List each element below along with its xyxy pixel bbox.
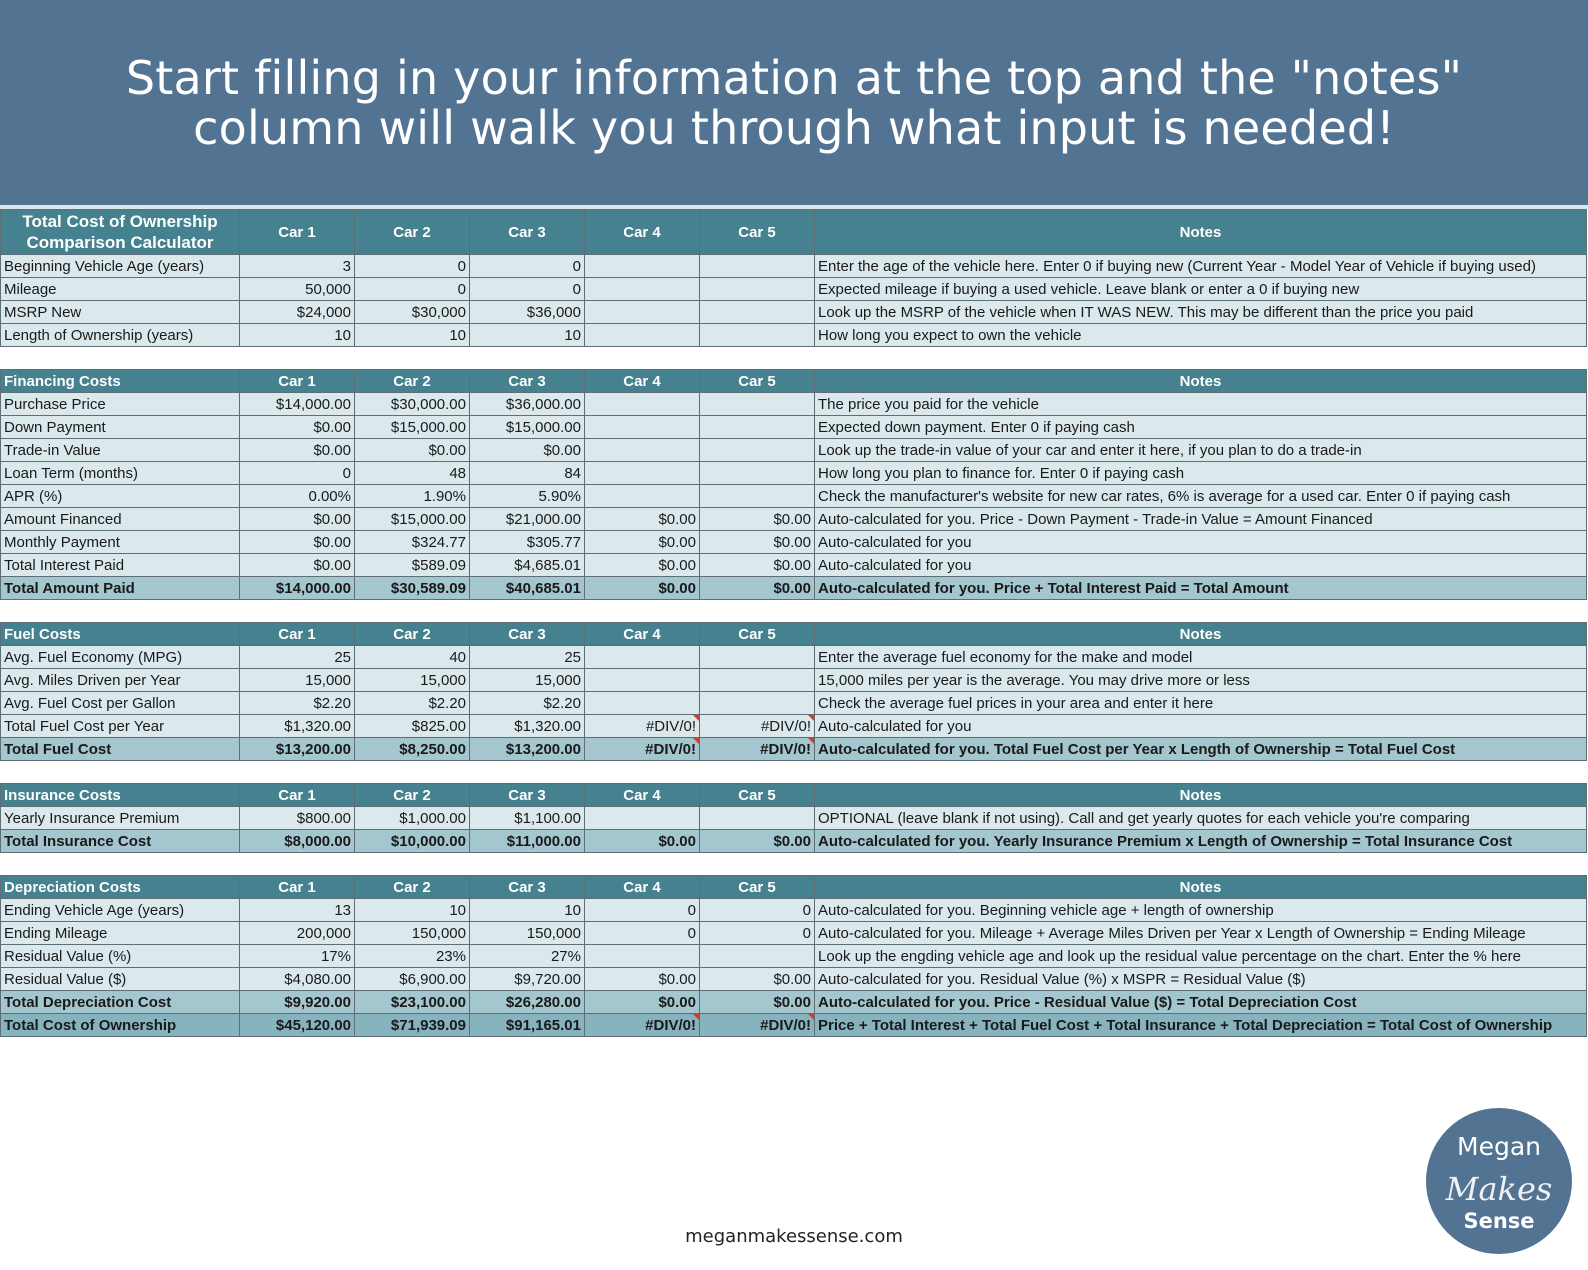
- column-header-car-2: Car 2: [355, 784, 470, 807]
- row-label: Total Interest Paid: [1, 554, 240, 577]
- note-cell: Auto-calculated for you. Price + Total Interest Paid = Total Amount: [815, 577, 1587, 600]
- table-row: [1, 324, 1587, 347]
- value-cell-car-2[interactable]: 10: [355, 899, 470, 922]
- value-cell-car-2[interactable]: $30,000.00: [355, 393, 470, 416]
- column-header-car-5: Car 5: [700, 623, 815, 646]
- value-cell-car-5[interactable]: #DIV/0!: [700, 715, 815, 738]
- value-cell-car-3[interactable]: $40,685.01: [470, 577, 585, 600]
- column-header-car-3: Car 3: [470, 210, 585, 255]
- value-cell-car-5[interactable]: [700, 807, 815, 830]
- value-cell-car-4[interactable]: $0.00: [585, 830, 700, 853]
- value-cell-car-1[interactable]: 200,000: [240, 922, 355, 945]
- note-cell: Auto-calculated for you. Price - Down Payment - Trade-in Value = Amount Financed: [815, 508, 1587, 531]
- value-cell-car-3[interactable]: $1,320.00: [470, 715, 585, 738]
- column-header-car-5: Car 5: [700, 370, 815, 393]
- banner-line-1: Start filling in your information at the top and the "notes": [125, 50, 1463, 105]
- value-cell-car-2[interactable]: $15,000.00: [355, 508, 470, 531]
- row-label: Total Cost of Ownership: [1, 1014, 240, 1037]
- footer-url[interactable]: meganmakessense.com: [685, 1226, 903, 1247]
- value-cell-car-4[interactable]: [585, 416, 700, 439]
- row-label: Total Amount Paid: [1, 577, 240, 600]
- note-cell: Auto-calculated for you: [815, 554, 1587, 577]
- value-cell-car-4[interactable]: [585, 324, 700, 347]
- value-cell-car-1[interactable]: 10: [240, 324, 355, 347]
- column-header-car-1: Car 1: [240, 210, 355, 255]
- column-header-car-2: Car 2: [355, 623, 470, 646]
- value-cell-car-5[interactable]: [700, 646, 815, 669]
- value-cell-car-4[interactable]: [585, 669, 700, 692]
- value-cell-car-2[interactable]: $1,000.00: [355, 807, 470, 830]
- value-cell-car-2[interactable]: $2.20: [355, 692, 470, 715]
- value-cell-car-1[interactable]: $0.00: [240, 554, 355, 577]
- value-cell-car-5[interactable]: [700, 393, 815, 416]
- column-header-car-2: Car 2: [355, 370, 470, 393]
- brand-logo: [1426, 1108, 1572, 1254]
- column-header-car-1: Car 1: [240, 370, 355, 393]
- note-cell: How long you expect to own the vehicle: [815, 324, 1587, 347]
- value-cell-car-1[interactable]: 0.00%: [240, 485, 355, 508]
- section-spacer: [0, 347, 1588, 369]
- value-cell-car-3[interactable]: 15,000: [470, 669, 585, 692]
- section-spacer: [0, 761, 1588, 783]
- value-cell-car-3[interactable]: $26,280.00: [470, 991, 585, 1014]
- table-row: [1, 669, 1587, 692]
- value-cell-car-4[interactable]: #DIV/0!: [585, 738, 700, 761]
- value-cell-car-5[interactable]: [700, 301, 815, 324]
- column-header-car-2: Car 2: [355, 876, 470, 899]
- note-cell: Auto-calculated for you. Yearly Insurance Premium x Length of Ownership = Total Insurance Cost: [815, 830, 1587, 853]
- value-cell-car-4[interactable]: $0.00: [585, 554, 700, 577]
- row-label: Residual Value (%): [1, 945, 240, 968]
- value-cell-car-1[interactable]: $13,200.00: [240, 738, 355, 761]
- row-label: Total Insurance Cost: [1, 830, 240, 853]
- value-cell-car-3[interactable]: $2.20: [470, 692, 585, 715]
- value-cell-car-1[interactable]: 15,000: [240, 669, 355, 692]
- value-cell-car-5[interactable]: $0.00: [700, 554, 815, 577]
- value-cell-car-3[interactable]: $11,000.00: [470, 830, 585, 853]
- note-cell: 15,000 miles per year is the average. You may drive more or less: [815, 669, 1587, 692]
- column-header-car-1: Car 1: [240, 876, 355, 899]
- value-cell-car-4[interactable]: $0.00: [585, 508, 700, 531]
- table-row: [1, 554, 1587, 577]
- note-cell: Auto-calculated for you. Price - Residual Value ($) = Total Depreciation Cost: [815, 991, 1587, 1014]
- row-label: Yearly Insurance Premium: [1, 807, 240, 830]
- value-cell-car-5[interactable]: #DIV/0!: [700, 1014, 815, 1037]
- row-label: Avg. Fuel Cost per Gallon: [1, 692, 240, 715]
- table-row: [1, 991, 1587, 1014]
- value-cell-car-2[interactable]: 1.90%: [355, 485, 470, 508]
- value-cell-car-4[interactable]: $0.00: [585, 968, 700, 991]
- section-title: Total Cost of Ownership Comparison Calculator: [1, 210, 240, 255]
- column-header-car-4: Car 4: [585, 210, 700, 255]
- value-cell-car-1[interactable]: 13: [240, 899, 355, 922]
- value-cell-car-5[interactable]: $0.00: [700, 577, 815, 600]
- table-row: [1, 508, 1587, 531]
- section-table: [0, 783, 1587, 853]
- column-header-car-3: Car 3: [470, 370, 585, 393]
- column-header-car-4: Car 4: [585, 623, 700, 646]
- banner-line-2: column will walk you through what input is needed!: [193, 100, 1395, 155]
- table-row: [1, 715, 1587, 738]
- value-cell-car-4[interactable]: [585, 692, 700, 715]
- value-cell-car-2[interactable]: $15,000.00: [355, 416, 470, 439]
- section-table: [0, 209, 1587, 347]
- value-cell-car-1[interactable]: $14,000.00: [240, 393, 355, 416]
- value-cell-car-3[interactable]: 84: [470, 462, 585, 485]
- note-cell: Look up the MSRP of the vehicle when IT WAS NEW. This may be different than the price you paid: [815, 301, 1587, 324]
- value-cell-car-4[interactable]: [585, 807, 700, 830]
- value-cell-car-5[interactable]: $0.00: [700, 531, 815, 554]
- value-cell-car-1[interactable]: $4,080.00: [240, 968, 355, 991]
- value-cell-car-2[interactable]: $8,250.00: [355, 738, 470, 761]
- column-header-car-4: Car 4: [585, 876, 700, 899]
- row-label: Total Fuel Cost: [1, 738, 240, 761]
- value-cell-car-2[interactable]: 48: [355, 462, 470, 485]
- column-header-car-4: Car 4: [585, 784, 700, 807]
- value-cell-car-5[interactable]: [700, 255, 815, 278]
- note-cell: Auto-calculated for you: [815, 531, 1587, 554]
- value-cell-car-3[interactable]: $91,165.01: [470, 1014, 585, 1037]
- table-row: [1, 462, 1587, 485]
- value-cell-car-5[interactable]: [700, 439, 815, 462]
- row-label: Length of Ownership (years): [1, 324, 240, 347]
- value-cell-car-2[interactable]: 40: [355, 646, 470, 669]
- value-cell-car-5[interactable]: [700, 945, 815, 968]
- value-cell-car-1[interactable]: $0.00: [240, 416, 355, 439]
- row-label: Avg. Fuel Economy (MPG): [1, 646, 240, 669]
- note-cell: Expected down payment. Enter 0 if paying cash: [815, 416, 1587, 439]
- value-cell-car-3[interactable]: 27%: [470, 945, 585, 968]
- value-cell-car-5[interactable]: 0: [700, 899, 815, 922]
- value-cell-car-1[interactable]: $800.00: [240, 807, 355, 830]
- value-cell-car-5[interactable]: [700, 462, 815, 485]
- section-title: Fuel Costs: [1, 623, 240, 646]
- value-cell-car-1[interactable]: 50,000: [240, 278, 355, 301]
- note-cell: Auto-calculated for you: [815, 715, 1587, 738]
- value-cell-car-4[interactable]: [585, 485, 700, 508]
- note-cell: Check the average fuel prices in your area and enter it here: [815, 692, 1587, 715]
- value-cell-car-5[interactable]: [700, 692, 815, 715]
- value-cell-car-5[interactable]: [700, 669, 815, 692]
- note-cell: Look up the trade-in value of your car and enter it here, if you plan to do a trade-in: [815, 439, 1587, 462]
- row-label: Loan Term (months): [1, 462, 240, 485]
- value-cell-car-2[interactable]: $30,000: [355, 301, 470, 324]
- value-cell-car-4[interactable]: $0.00: [585, 577, 700, 600]
- table-row: [1, 738, 1587, 761]
- value-cell-car-2[interactable]: 10: [355, 324, 470, 347]
- value-cell-car-4[interactable]: #DIV/0!: [585, 1014, 700, 1037]
- note-cell: Auto-calculated for you. Total Fuel Cost per Year x Length of Ownership = Total Fuel Cost: [815, 738, 1587, 761]
- column-header-notes: Notes: [815, 623, 1587, 646]
- value-cell-car-5[interactable]: $0.00: [700, 508, 815, 531]
- value-cell-car-5[interactable]: 0: [700, 922, 815, 945]
- value-cell-car-5[interactable]: $0.00: [700, 991, 815, 1014]
- column-header-car-5: Car 5: [700, 876, 815, 899]
- value-cell-car-4[interactable]: $0.00: [585, 991, 700, 1014]
- table-row: [1, 830, 1587, 853]
- note-cell: The price you paid for the vehicle: [815, 393, 1587, 416]
- table-row: [1, 301, 1587, 324]
- value-cell-car-3[interactable]: $15,000.00: [470, 416, 585, 439]
- row-label: Ending Vehicle Age (years): [1, 899, 240, 922]
- value-cell-car-1[interactable]: $8,000.00: [240, 830, 355, 853]
- row-label: Down Payment: [1, 416, 240, 439]
- table-row: [1, 531, 1587, 554]
- row-label: Ending Mileage: [1, 922, 240, 945]
- value-cell-car-3[interactable]: 10: [470, 899, 585, 922]
- value-cell-car-4[interactable]: [585, 646, 700, 669]
- value-cell-car-4[interactable]: [585, 278, 700, 301]
- table-row: [1, 439, 1587, 462]
- section-table: [0, 369, 1587, 600]
- value-cell-car-2[interactable]: 0: [355, 255, 470, 278]
- value-cell-car-5[interactable]: $0.00: [700, 968, 815, 991]
- table-row: [1, 646, 1587, 669]
- row-label: Avg. Miles Driven per Year: [1, 669, 240, 692]
- value-cell-car-3[interactable]: $0.00: [470, 439, 585, 462]
- section-title: Financing Costs: [1, 370, 240, 393]
- logo-word-3: Sense: [1463, 1209, 1535, 1233]
- row-label: Amount Financed: [1, 508, 240, 531]
- value-cell-car-1[interactable]: $14,000.00: [240, 577, 355, 600]
- value-cell-car-3[interactable]: $36,000: [470, 301, 585, 324]
- value-cell-car-3[interactable]: $21,000.00: [470, 508, 585, 531]
- row-label: MSRP New: [1, 301, 240, 324]
- value-cell-car-2[interactable]: 23%: [355, 945, 470, 968]
- value-cell-car-1[interactable]: $0.00: [240, 508, 355, 531]
- value-cell-car-2[interactable]: 0: [355, 278, 470, 301]
- row-label: Residual Value ($): [1, 968, 240, 991]
- row-label: Monthly Payment: [1, 531, 240, 554]
- value-cell-car-3[interactable]: $13,200.00: [470, 738, 585, 761]
- value-cell-car-4[interactable]: [585, 439, 700, 462]
- table-row: [1, 577, 1587, 600]
- value-cell-car-3[interactable]: $9,720.00: [470, 968, 585, 991]
- note-cell: Look up the engding vehicle age and look up the residual value percentage on the chart. Enter the % here: [815, 945, 1587, 968]
- value-cell-car-2[interactable]: $71,939.09: [355, 1014, 470, 1037]
- column-header-notes: Notes: [815, 876, 1587, 899]
- value-cell-car-1[interactable]: $45,120.00: [240, 1014, 355, 1037]
- table-row: [1, 945, 1587, 968]
- value-cell-car-4[interactable]: $0.00: [585, 531, 700, 554]
- column-header-car-5: Car 5: [700, 784, 815, 807]
- value-cell-car-1[interactable]: $24,000: [240, 301, 355, 324]
- note-cell: How long you plan to finance for. Enter 0 if paying cash: [815, 462, 1587, 485]
- value-cell-car-1[interactable]: $0.00: [240, 439, 355, 462]
- table-row: [1, 278, 1587, 301]
- value-cell-car-3[interactable]: $4,685.01: [470, 554, 585, 577]
- table-row: [1, 899, 1587, 922]
- spreadsheet: [0, 209, 1588, 1037]
- value-cell-car-3[interactable]: $36,000.00: [470, 393, 585, 416]
- value-cell-car-3[interactable]: 10: [470, 324, 585, 347]
- logo-word-1: Megan: [1457, 1132, 1541, 1161]
- value-cell-car-3[interactable]: $305.77: [470, 531, 585, 554]
- table-row: [1, 416, 1587, 439]
- value-cell-car-5[interactable]: [700, 485, 815, 508]
- value-cell-car-3[interactable]: 0: [470, 255, 585, 278]
- value-cell-car-2[interactable]: $6,900.00: [355, 968, 470, 991]
- section-title: Insurance Costs: [1, 784, 240, 807]
- value-cell-car-2[interactable]: $589.09: [355, 554, 470, 577]
- column-header-car-2: Car 2: [355, 210, 470, 255]
- table-row: [1, 255, 1587, 278]
- value-cell-car-5[interactable]: $0.00: [700, 830, 815, 853]
- value-cell-car-2[interactable]: $30,589.09: [355, 577, 470, 600]
- value-cell-car-1[interactable]: 25: [240, 646, 355, 669]
- row-label: Purchase Price: [1, 393, 240, 416]
- value-cell-car-3[interactable]: 25: [470, 646, 585, 669]
- column-header-car-5: Car 5: [700, 210, 815, 255]
- section-table: [0, 622, 1587, 761]
- note-cell: Price + Total Interest + Total Fuel Cost + Total Insurance + Total Depreciation = Total Cost of Ownership: [815, 1014, 1587, 1037]
- value-cell-car-3[interactable]: 150,000: [470, 922, 585, 945]
- column-header-notes: Notes: [815, 210, 1587, 255]
- section-header-row: [1, 876, 1587, 899]
- section-title: Depreciation Costs: [1, 876, 240, 899]
- section-header-row: [1, 210, 1587, 255]
- column-header-car-4: Car 4: [585, 370, 700, 393]
- value-cell-car-5[interactable]: [700, 416, 815, 439]
- column-header-car-3: Car 3: [470, 623, 585, 646]
- note-cell: Check the manufacturer's website for new car rates, 6% is average for a used car. Enter 0 if paying cash: [815, 485, 1587, 508]
- column-header-car-1: Car 1: [240, 623, 355, 646]
- value-cell-car-2[interactable]: $324.77: [355, 531, 470, 554]
- note-cell: Auto-calculated for you. Beginning vehicle age + length of ownership: [815, 899, 1587, 922]
- note-cell: Expected mileage if buying a used vehicle. Leave blank or enter a 0 if buying new: [815, 278, 1587, 301]
- value-cell-car-2[interactable]: $825.00: [355, 715, 470, 738]
- table-row: [1, 968, 1587, 991]
- section-header-row: [1, 623, 1587, 646]
- column-header-notes: Notes: [815, 370, 1587, 393]
- note-cell: Auto-calculated for you. Mileage + Average Miles Driven per Year x Length of Ownership = Ending Mileage: [815, 922, 1587, 945]
- table-row: [1, 807, 1587, 830]
- note-cell: OPTIONAL (leave blank if not using). Call and get yearly quotes for each vehicle you're comparing: [815, 807, 1587, 830]
- value-cell-car-4[interactable]: [585, 301, 700, 324]
- row-label: Trade-in Value: [1, 439, 240, 462]
- value-cell-car-2[interactable]: $10,000.00: [355, 830, 470, 853]
- value-cell-car-2[interactable]: 15,000: [355, 669, 470, 692]
- value-cell-car-3[interactable]: 5.90%: [470, 485, 585, 508]
- column-header-car-3: Car 3: [470, 784, 585, 807]
- value-cell-car-4[interactable]: [585, 945, 700, 968]
- value-cell-car-1[interactable]: $9,920.00: [240, 991, 355, 1014]
- section-table: [0, 875, 1587, 1037]
- value-cell-car-1[interactable]: 0: [240, 462, 355, 485]
- value-cell-car-1[interactable]: 3: [240, 255, 355, 278]
- value-cell-car-1[interactable]: $1,320.00: [240, 715, 355, 738]
- column-header-car-3: Car 3: [470, 876, 585, 899]
- row-label: Total Fuel Cost per Year: [1, 715, 240, 738]
- value-cell-car-4[interactable]: 0: [585, 922, 700, 945]
- table-row: [1, 692, 1587, 715]
- section-header-row: [1, 784, 1587, 807]
- table-row: [1, 393, 1587, 416]
- value-cell-car-5[interactable]: [700, 278, 815, 301]
- section-spacer: [0, 853, 1588, 875]
- value-cell-car-4[interactable]: [585, 255, 700, 278]
- logo-word-2: Makes: [1445, 1170, 1553, 1208]
- row-label: Total Depreciation Cost: [1, 991, 240, 1014]
- row-label: APR (%): [1, 485, 240, 508]
- value-cell-car-4[interactable]: [585, 393, 700, 416]
- row-label: Beginning Vehicle Age (years): [1, 255, 240, 278]
- column-header-car-1: Car 1: [240, 784, 355, 807]
- instruction-banner: [0, 0, 1588, 205]
- note-cell: Enter the average fuel economy for the make and model: [815, 646, 1587, 669]
- value-cell-car-3[interactable]: $1,100.00: [470, 807, 585, 830]
- column-header-notes: Notes: [815, 784, 1587, 807]
- value-cell-car-5[interactable]: [700, 324, 815, 347]
- note-cell: Enter the age of the vehicle here. Enter 0 if buying new (Current Year - Model Year of Vehicle if buying used): [815, 255, 1587, 278]
- value-cell-car-1[interactable]: 17%: [240, 945, 355, 968]
- value-cell-car-4[interactable]: #DIV/0!: [585, 715, 700, 738]
- value-cell-car-1[interactable]: $2.20: [240, 692, 355, 715]
- value-cell-car-2[interactable]: $0.00: [355, 439, 470, 462]
- table-row: [1, 922, 1587, 945]
- section-spacer: [0, 600, 1588, 622]
- value-cell-car-3[interactable]: 0: [470, 278, 585, 301]
- note-cell: Auto-calculated for you. Residual Value (%) x MSPR = Residual Value ($): [815, 968, 1587, 991]
- value-cell-car-1[interactable]: $0.00: [240, 531, 355, 554]
- value-cell-car-5[interactable]: #DIV/0!: [700, 738, 815, 761]
- table-row: [1, 485, 1587, 508]
- table-row: [1, 1014, 1587, 1037]
- row-label: Mileage: [1, 278, 240, 301]
- section-header-row: [1, 370, 1587, 393]
- value-cell-car-4[interactable]: 0: [585, 899, 700, 922]
- value-cell-car-2[interactable]: $23,100.00: [355, 991, 470, 1014]
- value-cell-car-4[interactable]: [585, 462, 700, 485]
- value-cell-car-2[interactable]: 150,000: [355, 922, 470, 945]
